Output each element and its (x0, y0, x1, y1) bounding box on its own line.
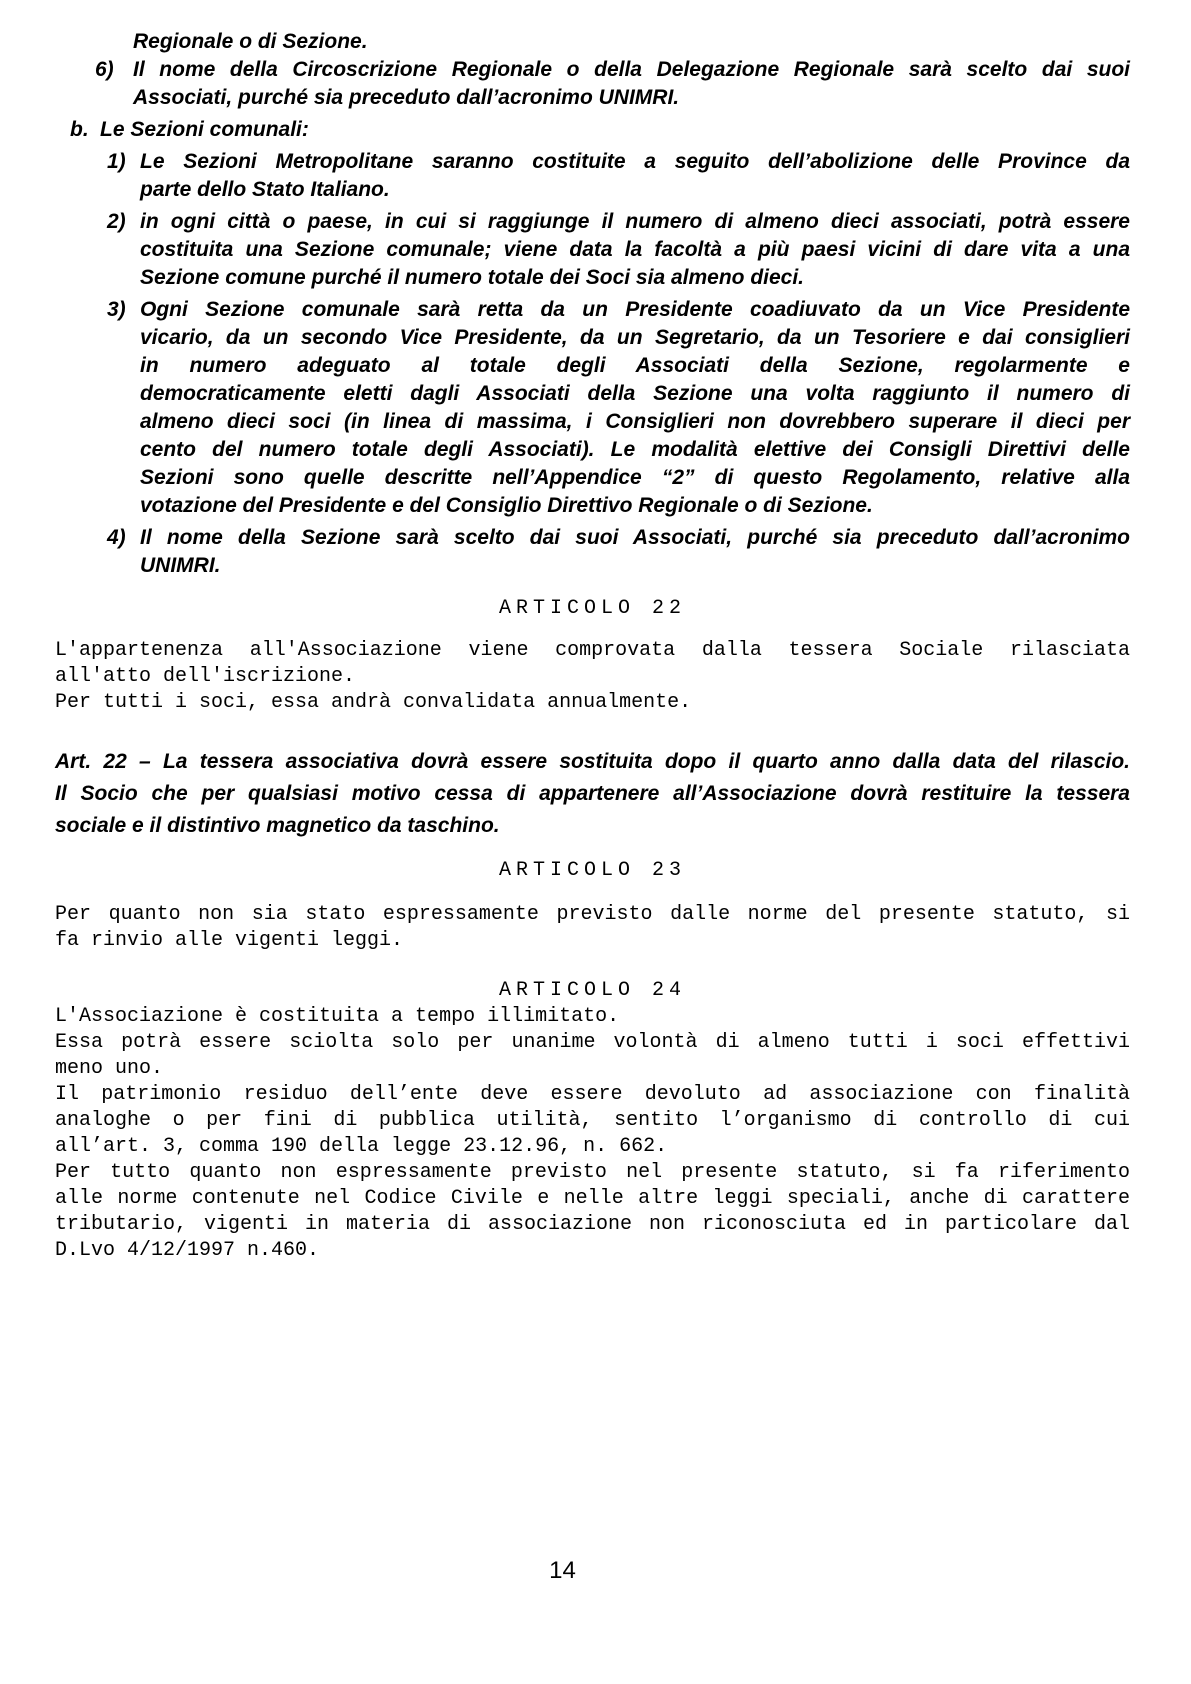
text-line: Il Socio che per qualsiasi motivo cessa di appartenere all’Associazione dovrà restituire la tessera (55, 782, 1130, 805)
article-24-heading: ARTICOLO 24 (498, 979, 687, 1002)
list-item-text (140, 208, 1130, 292)
text-line: in ogni città o paese, in cui si raggiunge il numero di almeno dieci associati, potrà essere (140, 210, 1130, 233)
article-24-paragraph-1 (55, 1004, 1130, 1030)
article-22-note (55, 746, 1130, 842)
list-continuation-line: Regionale o di Sezione. (133, 30, 368, 53)
article-22-heading: ARTICOLO 22 (498, 597, 687, 620)
list-item-3 (55, 296, 1130, 520)
text-line: costituita una Sezione comunale; viene data la facoltà a più paesi vicini di dare vita a una (140, 238, 1130, 261)
text-line: Per tutto quanto non espressamente previsto nel presente statuto, si fa riferimento (55, 1161, 1130, 1184)
text-line: analoghe o per fini di pubblica utilità, sentito l’organismo di controllo di cui (55, 1109, 1130, 1132)
list-item-1 (55, 148, 1130, 204)
text-line: parte dello Stato Italiano. (140, 178, 390, 201)
text-line: Per quanto non sia stato espressamente previsto dalle norme del presente statuto, si (55, 903, 1130, 926)
text-line: Il patrimonio residuo dell’ente deve essere devoluto ad associazione con finalità (55, 1083, 1130, 1106)
article-22-paragraph-1 (55, 638, 1130, 690)
text-line: almeno dieci soci (in linea di massima, i Consiglieri non dovrebbero superare il dieci per (140, 410, 1130, 433)
text-line: meno uno. (55, 1057, 164, 1080)
article-24-paragraph-2 (55, 1030, 1130, 1082)
text-line: Ogni Sezione comunale sarà retta da un Presidente coadiuvato da un Vice Presidente (140, 298, 1130, 321)
list-item-6 (55, 56, 1130, 112)
text-line: Sezioni sono quelle descritte nell’Appendice “2” di questo Regolamento, relative alla (140, 466, 1130, 489)
list-item-text (140, 524, 1130, 580)
text-line: votazione del Presidente e del Consiglio Direttivo Regionale o di Sezione. (140, 494, 873, 517)
text-line: Le Sezioni comunali: (100, 118, 309, 141)
list-item-marker: b. (70, 118, 89, 141)
text-line: Art. 22 – La tessera associativa dovrà essere sostituita dopo il quarto anno dalla data del rilascio. (55, 750, 1130, 773)
list-item-marker: 3) (107, 298, 126, 321)
text-line: cento del numero totale degli Associati). Le modalità elettive dei Consigli Direttivi delle (140, 438, 1130, 461)
list-item-text (140, 148, 1130, 204)
list-item-marker: 6) (95, 58, 114, 81)
page-number: 14 (549, 1557, 576, 1584)
text-line: all'atto dell'iscrizione. (55, 665, 356, 688)
text-line: Le Sezioni Metropolitane saranno costituite a seguito dell’abolizione delle Province da (140, 150, 1130, 173)
text-line: vicario, da un secondo Vice Presidente, da un Segretario, da un Tesoriere e dai consiglieri (140, 326, 1130, 349)
list-item-marker: 2) (107, 210, 126, 233)
text-line: Essa potrà essere sciolta solo per unanime volontà di almeno tutti i soci effettivi (55, 1031, 1130, 1054)
article-23-heading: ARTICOLO 23 (498, 859, 687, 882)
text-line: Il nome della Sezione sarà scelto dai suoi Associati, purché sia preceduto dall’acronimo (140, 526, 1130, 549)
text-line: Il nome della Circoscrizione Regionale o della Delegazione Regionale sarà scelto dai suoi (133, 58, 1130, 81)
list-item-2 (55, 208, 1130, 292)
article-23-paragraph-1 (55, 902, 1130, 954)
text-line: UNIMRI. (140, 554, 221, 577)
article-24-paragraph-4 (55, 1160, 1130, 1264)
text-line: D.Lvo 4/12/1997 n.460. (55, 1239, 320, 1262)
article-22-paragraph-2 (55, 690, 1130, 716)
text-line: Per tutti i soci, essa andrà convalidata annualmente. (55, 691, 692, 714)
text-line: Associati, purché sia preceduto dall’acronimo UNIMRI. (133, 86, 680, 109)
list-item-4 (55, 524, 1130, 580)
list-item-marker: 1) (107, 150, 126, 173)
document-page (55, 28, 1130, 1264)
text-line: L'Associazione è costituita a tempo illimitato. (55, 1005, 620, 1028)
text-line: sociale e il distintivo magnetico da taschino. (55, 814, 500, 837)
text-line: fa rinvio alle vigenti leggi. (55, 929, 404, 952)
article-24-paragraph-3 (55, 1082, 1130, 1160)
text-line: democraticamente eletti dagli Associati della Sezione una volta raggiunto il numero di (140, 382, 1130, 405)
list-item-text (133, 56, 1130, 112)
list-item-marker: 4) (107, 526, 126, 549)
text-line: L'appartenenza all'Associazione viene comprovata dalla tessera Sociale rilasciata (55, 639, 1130, 662)
list-item-text (100, 116, 1130, 144)
list-item-text (140, 296, 1130, 520)
text-line: in numero adeguato al totale degli Associati della Sezione, regolarmente e (140, 354, 1130, 377)
text-line: all’art. 3, comma 190 della legge 23.12.96, n. 662. (55, 1135, 668, 1158)
text-line: alle norme contenute nel Codice Civile e nelle altre leggi speciali, anche di carattere (55, 1187, 1130, 1210)
text-line: Sezione comune purché il numero totale dei Soci sia almeno dieci. (140, 266, 805, 289)
text-line: tributario, vigenti in materia di associazione non riconosciuta ed in particolare dal (55, 1213, 1130, 1236)
list-item-b (55, 116, 1130, 144)
